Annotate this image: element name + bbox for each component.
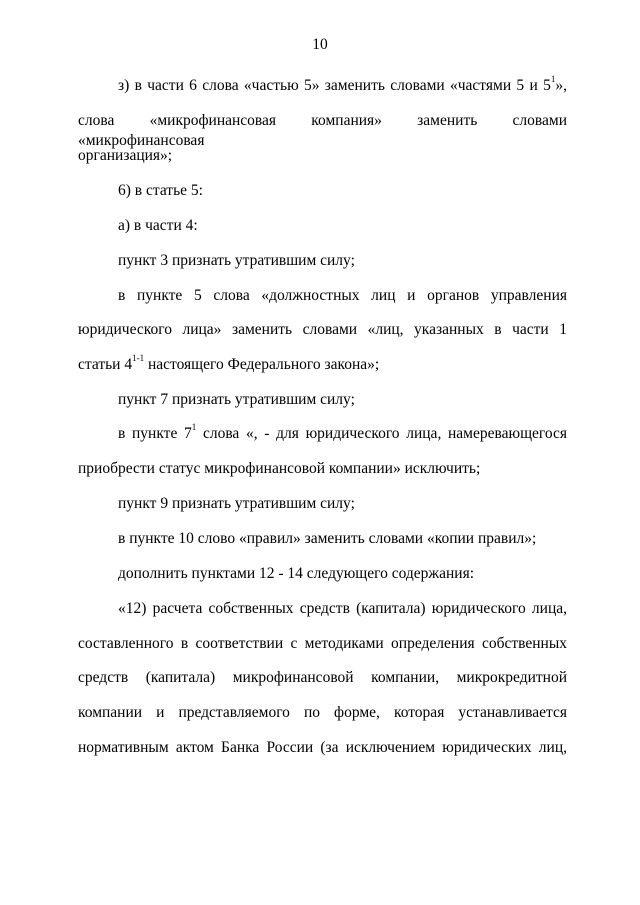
page-number: 10	[312, 36, 328, 53]
text-line	[78, 668, 567, 688]
text-line	[118, 564, 567, 584]
text-line	[118, 529, 567, 549]
text-segment: 6) в статье 5:	[118, 182, 203, 199]
text-line	[78, 111, 567, 151]
text-line	[78, 459, 567, 479]
text-line	[118, 286, 567, 306]
text-segment: пункт 3 признать утратившим силу;	[118, 252, 355, 269]
text-line	[78, 738, 567, 758]
superscript: 1-1	[132, 352, 145, 363]
text-segment: з) в части 6 слова «частью 5» заменить словами «частями 5 и 5	[118, 77, 551, 94]
text-segment: нормативным актом Банка России (за исключением юридических лиц,	[78, 739, 567, 756]
text-line	[118, 390, 567, 410]
text-segment: организация»;	[78, 147, 173, 164]
text-line	[78, 703, 567, 723]
text-line	[118, 251, 567, 271]
text-segment: в пункте 10 слово «правил» заменить словами «копии правил»;	[118, 530, 537, 547]
text-line	[78, 352, 567, 375]
text-segment: пункт 7 признать утратившим силу;	[118, 391, 355, 408]
text-line	[78, 634, 567, 654]
text-segment: юридического лица» заменить словами «лиц, указанных в части 1	[78, 321, 567, 338]
text-line	[118, 599, 567, 619]
text-segment: статьи 4	[78, 356, 133, 373]
text-segment: »,	[555, 77, 567, 94]
text-line	[118, 421, 567, 444]
superscript: 1	[191, 421, 197, 432]
text-segment: составленного в соответствии с методиками определения собственных	[78, 635, 567, 652]
text-segment: в пункте 5 слова «должностных лиц и органов управления	[118, 287, 567, 304]
text-line	[118, 181, 567, 201]
superscript: 1	[550, 73, 556, 84]
text-line	[118, 216, 567, 236]
text-segment: средств (капитала) микрофинансовой компании, микрокредитной	[78, 669, 567, 686]
text-line	[118, 494, 567, 514]
text-segment: настоящего Федерального закона»;	[144, 356, 380, 373]
text-segment: слова «микрофинансовая компания» заменить словами «микрофинансовая	[78, 112, 567, 149]
text-segment: а) в части 4:	[118, 217, 198, 234]
text-line	[118, 73, 567, 96]
text-segment: в пункте 7	[118, 425, 192, 442]
text-segment: дополнить пунктами 12 - 14 следующего содержания:	[118, 565, 475, 582]
text-segment: компании и представляемого по форме, которая устанавливается	[78, 704, 567, 721]
text-segment: слова «, - для юридического лица, намеревающегося	[196, 425, 567, 442]
text-segment: «12) расчета собственных средств (капитала) юридического лица,	[118, 600, 567, 617]
text-line	[78, 146, 567, 166]
text-segment: приобрести статус микрофинансовой компании» исключить;	[78, 460, 481, 477]
text-line	[78, 320, 567, 340]
text-segment: пункт 9 признать утратившим силу;	[118, 495, 355, 512]
